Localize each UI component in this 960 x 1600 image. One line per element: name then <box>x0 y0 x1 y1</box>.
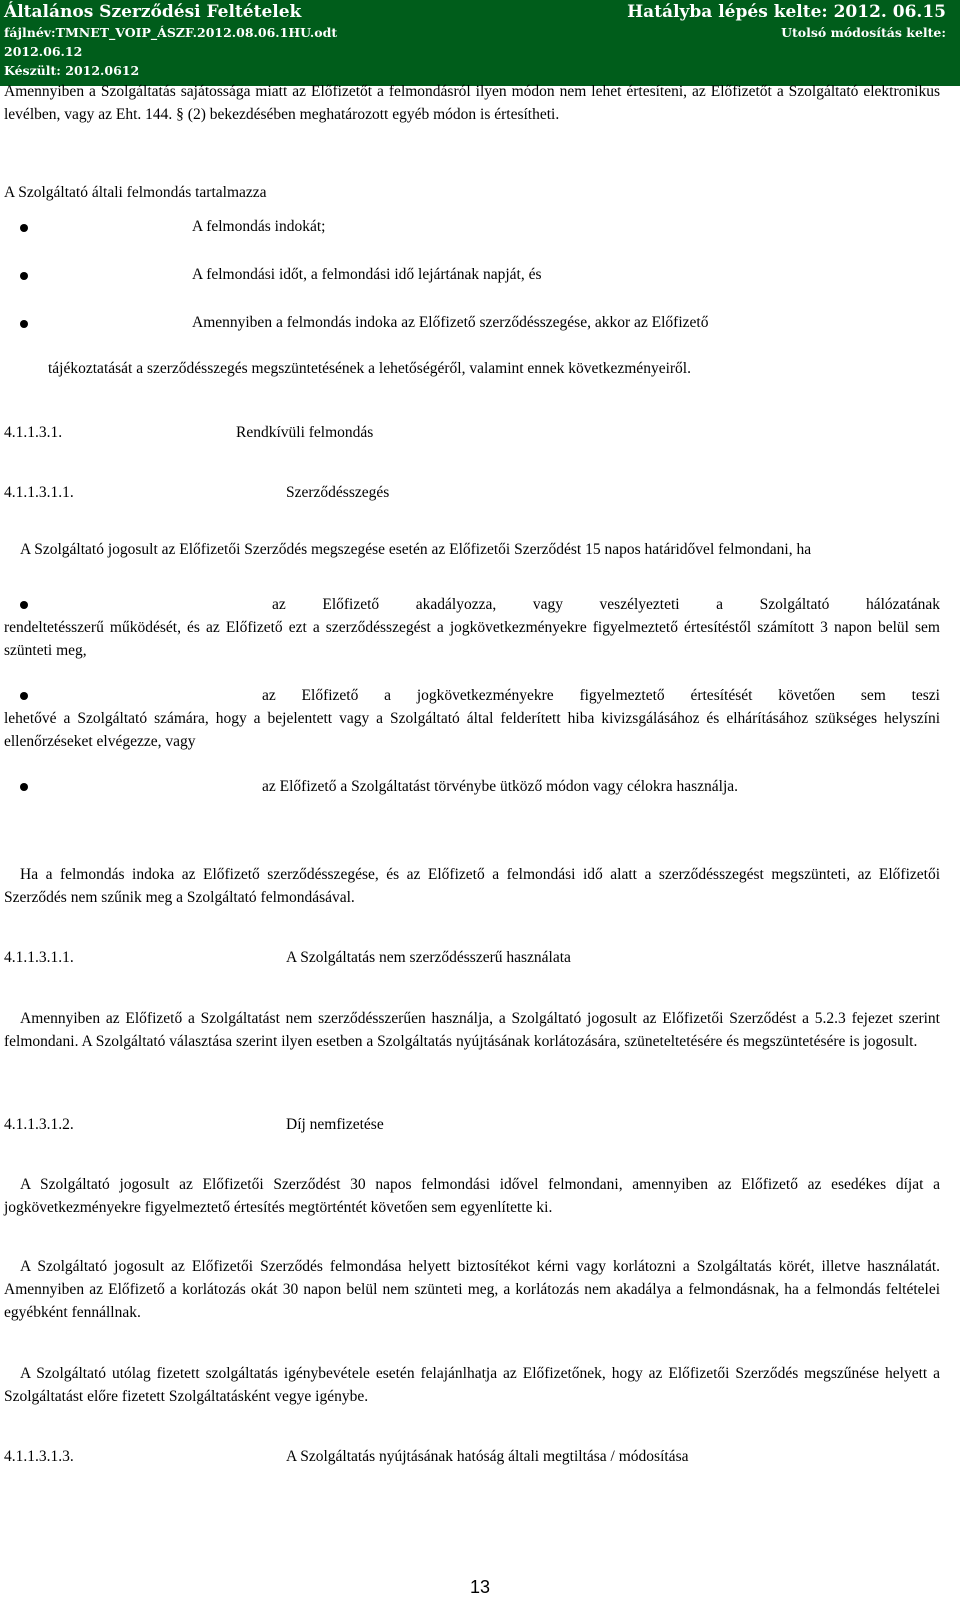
breach-item-rest: lehetővé a Szolgáltató számára, hogy a bejelentett vagy a Szolgáltató által felderített hiba kivizsgálásához és elhárításához szükséges helyszíni ellenőrzéseket elvégezze, vagy <box>4 710 940 750</box>
intro-paragraph: Amennyiben a Szolgáltatás sajátossága miatt az Előfizetőt a felmondásról ilyen módon nem lehet értesíteni, az Előfizetőt a Szolgáltató elektronikus levélben, vagy az Eht. 144. § (2) bekezdésében meghatározott egyéb módon is értesítheti. <box>4 83 940 123</box>
breach-paragraph: A Szolgáltató jogosult az Előfizetői Szerződés megszegése esetén az Előfizetői Szerződést 15 napos határidővel felmondani, ha <box>20 541 812 558</box>
section-title: A Szolgáltatás nem szerződésszerű használata <box>286 949 571 966</box>
page-header <box>0 0 960 86</box>
modified-date: 2012.06.12 <box>4 44 83 59</box>
section-number: 4.1.1.3.1.1. <box>4 484 74 501</box>
last-modified-label: Utolsó módosítás kelte: <box>781 25 946 40</box>
breach-item-lead: az Előfizető akadályozza, vagy veszélyezteti a Szolgáltató hálózatának <box>272 596 940 613</box>
breach-item-lead: az Előfizető a jogkövetkezményekre figyelmeztető értesítését követően sem teszi <box>262 687 940 704</box>
misuse-paragraph: Amennyiben az Előfizető a Szolgáltatást nem szerződésszerűen használja, a Szolgáltató jogosult az Előfizetői Szerződést a 5.2.3 fejezet szerint felmondani. A Szolgáltató választása szerint ilyen esetben a Szolgáltatás nyújtásának korlátozására, szüneteltetésére és megszüntetésére is jogosult. <box>4 1010 940 1050</box>
document-title: Általános Szerződési Feltételek <box>4 2 302 22</box>
section-number: 4.1.1.3.1.3. <box>4 1448 74 1465</box>
content-item-breach: Amennyiben a felmondás indoka az Előfizető szerződésszegése, akkor az Előfizető <box>192 314 709 331</box>
breach-item-rest: rendeltetésszerű működését, és az Előfizető ezt a szerződésszegést a jogkövetkezményekre figyelmeztető értesítéstől számított 3 napon belül sem szünteti meg, <box>4 619 940 659</box>
bullet-icon <box>20 224 28 232</box>
fee-paragraph-1: A Szolgáltató jogosult az Előfizetői Szerződést 30 napos felmondási idővel felmondani, amennyiben az Előfizető az esedékes díjat a jogkövetkezményekre figyelmeztető értesítés megtörténtét követően sem egyenlítette ki. <box>4 1176 940 1216</box>
content-item-reason: A felmondás indokát; <box>192 218 326 235</box>
breach-item-obstruct <box>4 593 940 662</box>
breach-item-inspection <box>4 684 940 753</box>
content-heading: A Szolgáltató általi felmondás tartalmazza <box>4 184 267 201</box>
breach-item-illegal-use: az Előfizető a Szolgáltatást törvénybe ütköző módon vagy célokra használja. <box>262 778 739 795</box>
fee-paragraph-3: A Szolgáltató utólag fizetett szolgáltatás igénybevétele esetén felajánlhatja az Előfizetőnek, hogy az Előfizetői Szerződés megszűnése helyett a Szolgáltatást előre fizetett Szolgáltatásként vegye igénybe. <box>4 1365 940 1405</box>
section-title: Díj nemfizetése <box>286 1116 384 1133</box>
bullet-icon <box>20 320 28 328</box>
section-number: 4.1.1.3.1. <box>4 424 63 441</box>
breach-after-paragraph: Ha a felmondás indoka az Előfizető szerződésszegése, és az Előfizető a felmondási idő alatt a szerződésszegést megszünteti, az Előfizetői Szerződés nem szűnik meg a Szolgáltató felmondásával. <box>4 866 940 906</box>
content-item-breach-continued: tájékoztatását a szerződésszegés megszüntetésének a lehetőségéről, valamint ennek következményeiről. <box>48 360 691 377</box>
section-number: 4.1.1.3.1.1. <box>4 949 74 966</box>
page-number: 13 <box>469 1577 491 1597</box>
fee-paragraph-2: A Szolgáltató jogosult az Előfizetői Szerződés felmondása helyett biztosítékot kérni vagy korlátozni a Szolgáltatás körét, illetve használatát. Amennyiben az Előfizető a korlátozás okát 30 napon belül nem szünteti meg, a korlátozás nem akadálya a felmondásnak, ha a felmondás feltételei egyébként fennállnak. <box>4 1258 940 1321</box>
section-title: A Szolgáltatás nyújtásának hatóság általi megtiltása / módosítása <box>286 1448 689 1465</box>
file-name: fájlnév:TMNET_VOIP_ÁSZF.2012.08.06.1HU.odt <box>4 25 338 40</box>
bullet-icon <box>20 272 28 280</box>
section-title: Rendkívüli felmondás <box>236 424 374 441</box>
created-date: Készült: 2012.0612 <box>4 63 140 78</box>
content-item-period: A felmondási időt, a felmondási idő lejártának napját, és <box>192 266 542 283</box>
section-number: 4.1.1.3.1.2. <box>4 1116 74 1133</box>
effective-date: Hatályba lépés kelte: 2012. 06.15 <box>627 2 946 22</box>
bullet-icon <box>20 783 28 791</box>
section-title: Szerződésszegés <box>286 484 390 501</box>
